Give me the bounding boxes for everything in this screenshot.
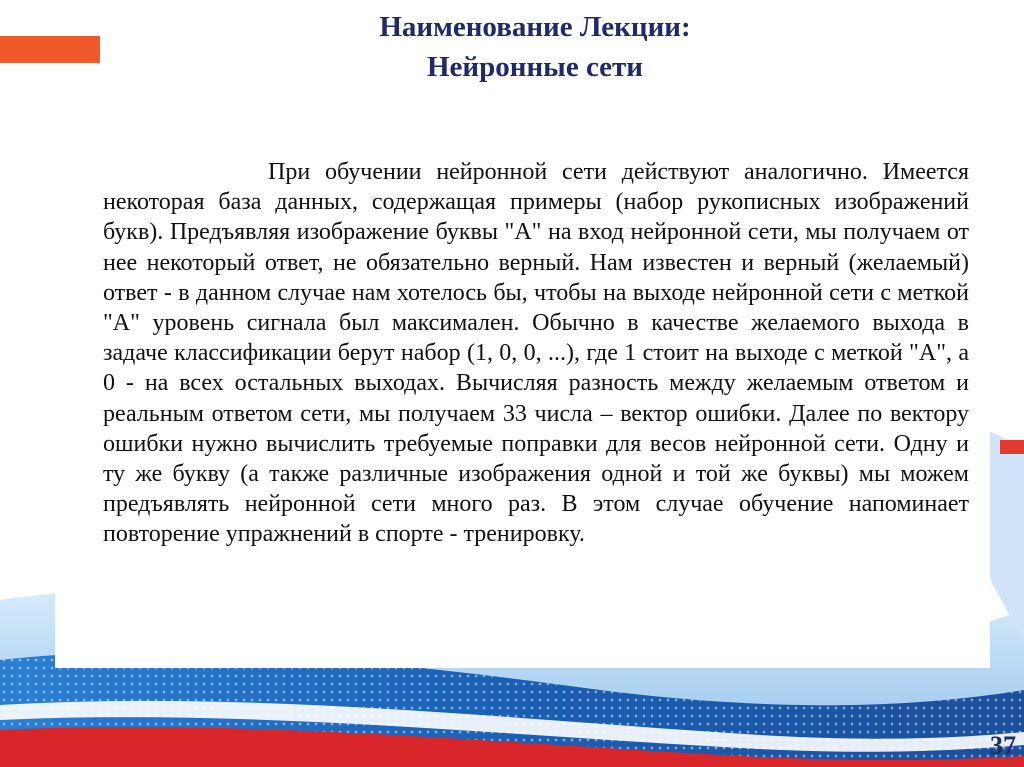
page-number: 37 — [990, 731, 1016, 760]
orange-accent-bar — [0, 36, 100, 63]
title-line-lecture: Наименование Лекции: — [379, 11, 691, 43]
slide-title — [300, 10, 770, 84]
title-line-topic: Нейронные сети — [427, 51, 643, 83]
body-paragraph: При обучении нейронной сети действуют аналогично. Имеется некоторая база данных, содержащая примеры (набор рукописных изображений букв). Предъявляя изображение буквы "А" на вход нейронной сети, мы получаем от нее некоторый ответ, не обязательно верный. Нам известен и верный (желаемый) ответ - в данном случае нам хотелось бы, чтобы на выходе нейронной сети с меткой "А" уровень сигнала был максимален. Обычно в качестве желаемого выхода в задаче классификации берут набор (1, 0, 0, ...), где 1 стоит на выходе с меткой "А", а 0 - на всех остальных выходах. Вычисляя разность между желаемым ответом и реальным ответом сети, мы получаем 33 числа – вектор ошибки. Далее по вектору ошибки нужно вычислить требуемые поправки для весов нейронной сети. Одну и ту же букву (а также различные изображения одной и той же буквы) мы можем предъявлять нейронной сети много раз. В этом случае обучение напоминает повторение упражнений в спорте - тренировку. — [103, 159, 969, 548]
